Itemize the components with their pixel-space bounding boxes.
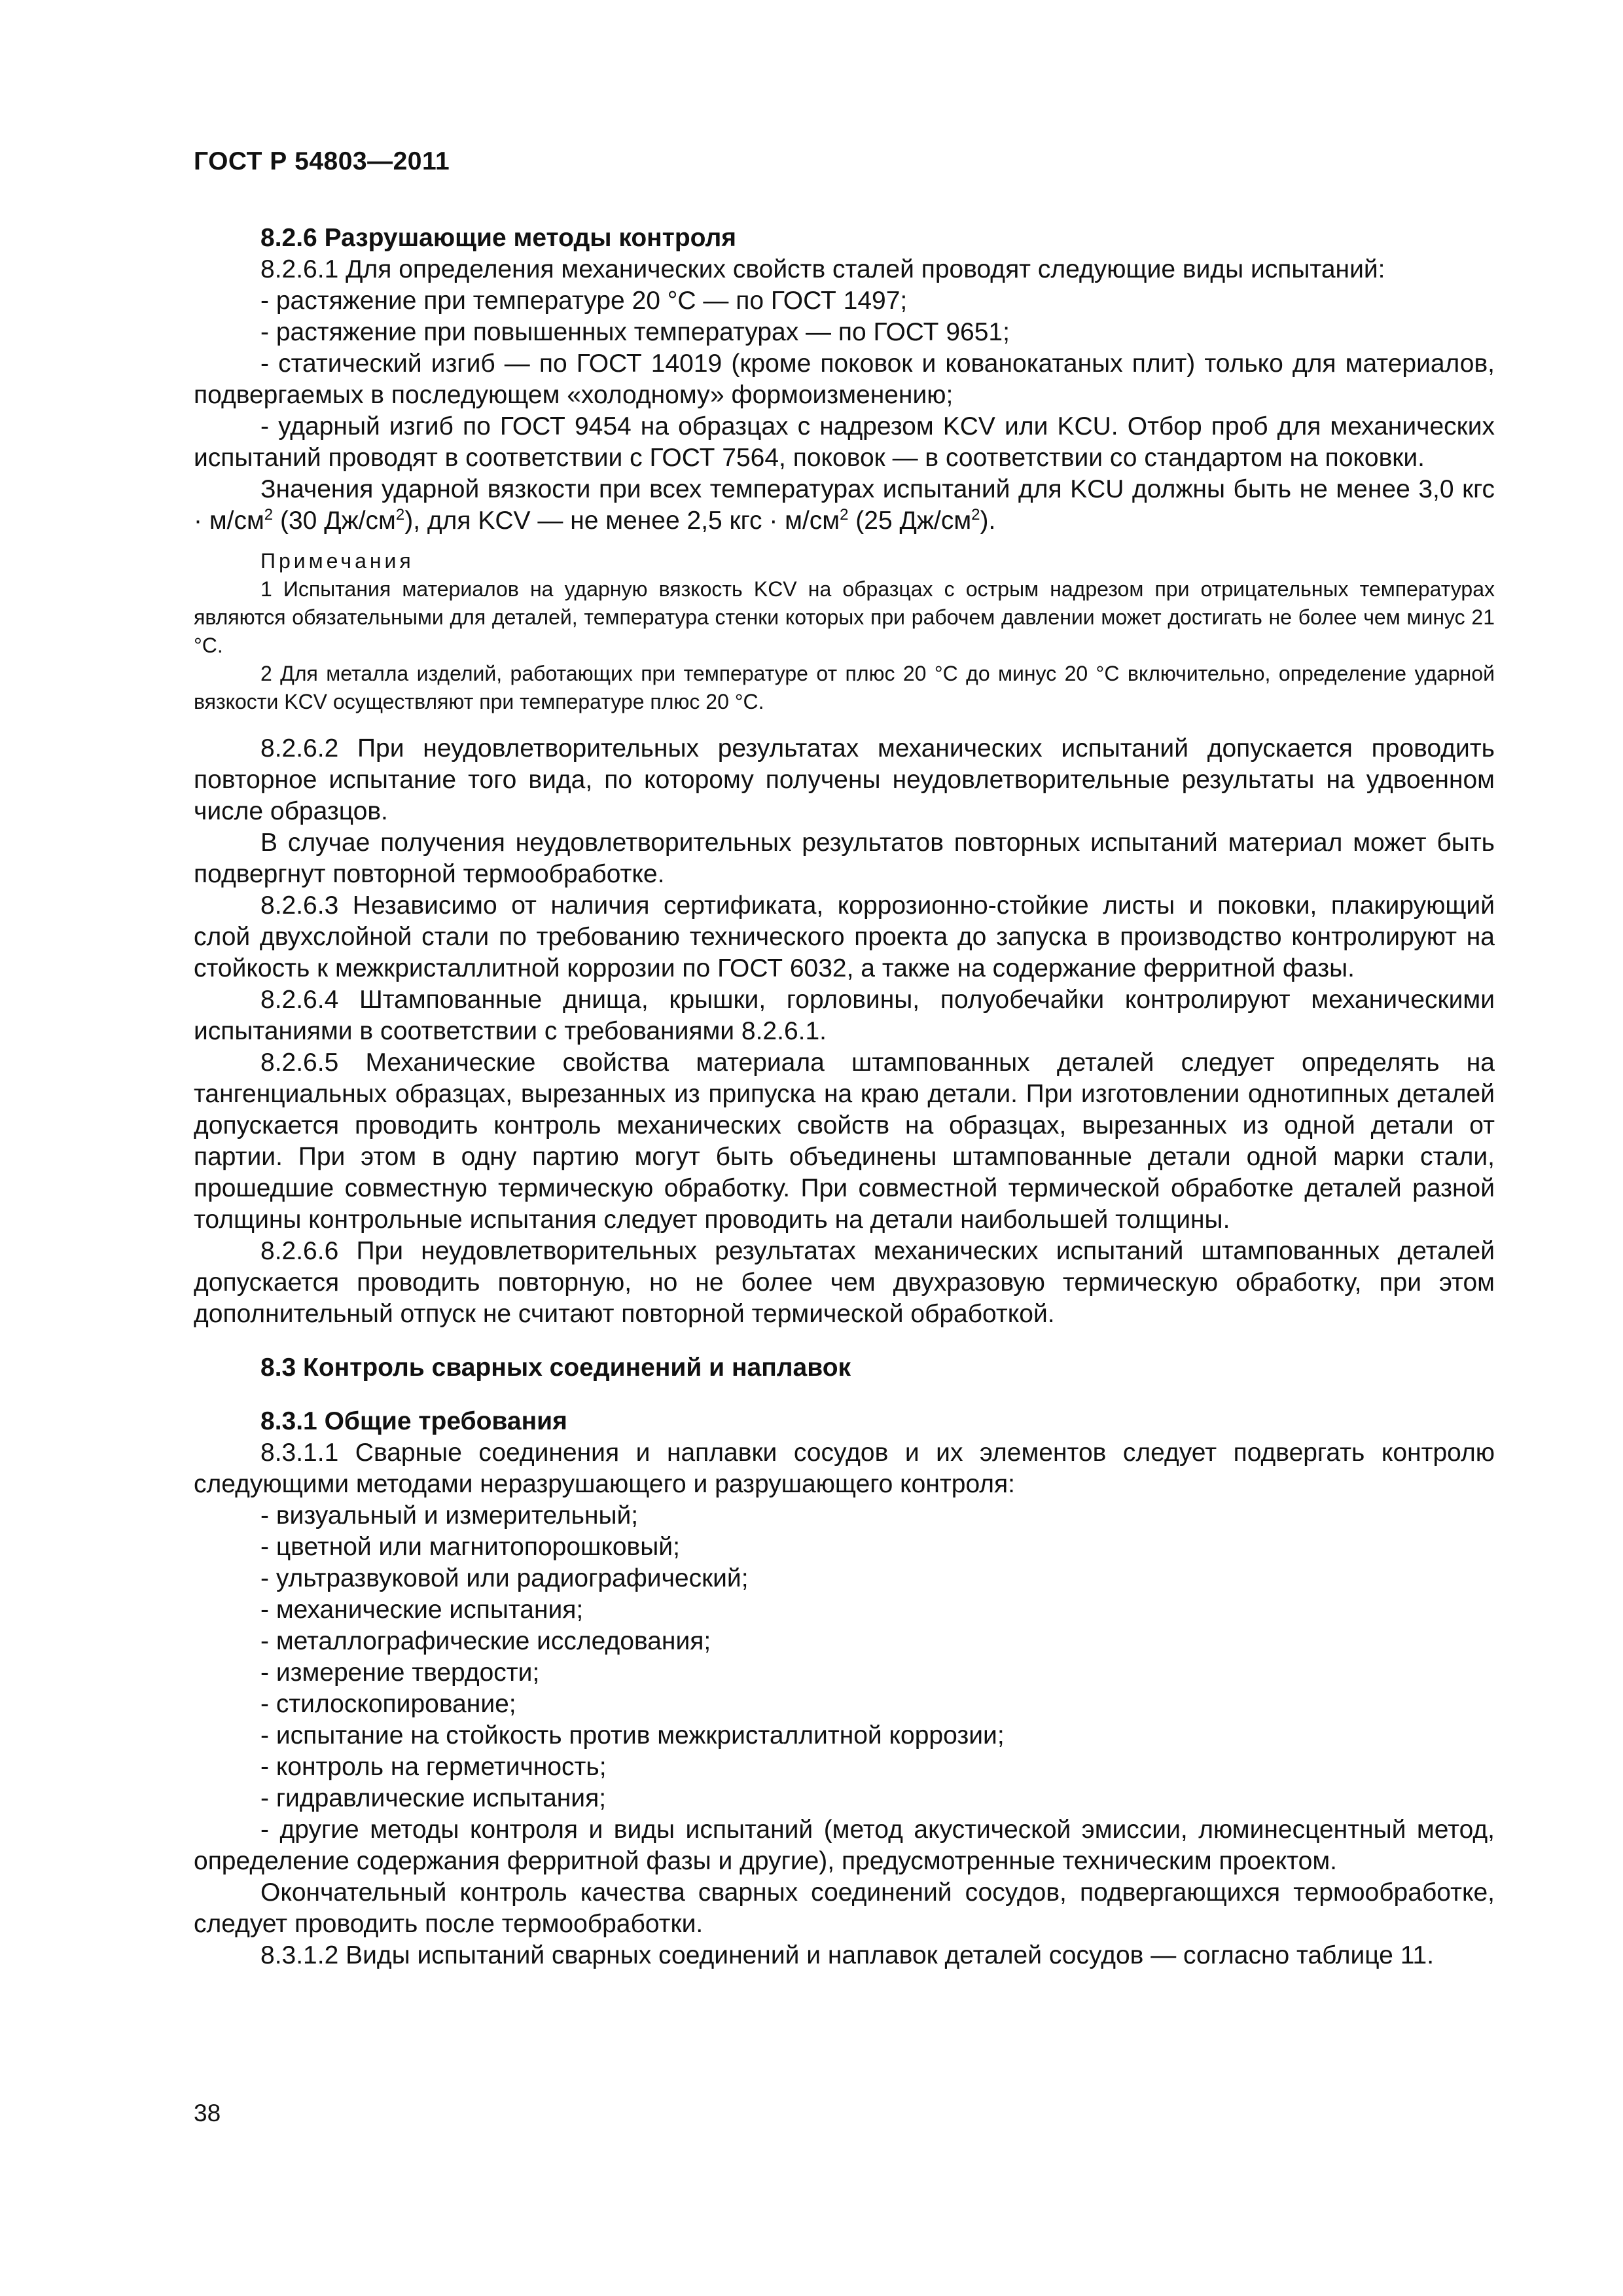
list-item: - ударный изгиб по ГОСТ 9454 на образцах с надрезом KCV или KCU. Отбор проб для механических испытаний проводят в соответствии с ГОСТ 7564, поковок — в соответствии со стандартом на поковки.	[194, 412, 1495, 472]
section-heading-8-3-1: 8.3.1 Общие требования	[260, 1407, 567, 1435]
list-item: - контроль на герметичность;	[260, 1753, 607, 1781]
paragraph-repeat-heat-treatment: В случае получения неудовлетворительных результатов повторных испытаний материал может быть подвергнут повторной термообработке.	[194, 829, 1495, 888]
notes-block	[194, 547, 1495, 716]
list-item: - растяжение при температуре 20 °С — по ГОСТ 1497;	[260, 287, 908, 315]
section-heading-8-2-6: 8.2.6 Разрушающие методы контроля	[260, 224, 737, 252]
document-header: ГОСТ Р 54803—2011	[194, 147, 450, 175]
notes-title: Примечания	[260, 549, 414, 573]
paragraph-8-2-6-1: 8.2.6.1 Для определения механических свойств сталей проводят следующие виды испытаний:	[260, 255, 1385, 283]
list-item: - стилоскопирование;	[260, 1690, 516, 1718]
list-item: - механические испытания;	[260, 1596, 584, 1624]
list-item: - испытание на стойкость против межкристаллитной коррозии;	[260, 1721, 1005, 1749]
note-item: 2 Для металла изделий, работающих при температуре от плюс 20 °С до минус 20 °С включительно, определение ударной вязкости KCV осуществляют при температуре плюс 20 °С.	[194, 662, 1495, 713]
paragraph-8-2-6-3: 8.2.6.3 Независимо от наличия сертификата, коррозионно-стойкие листы и поковки, плакирующий слой двухслойной стали по требованию технического проекта до запуска в производство контролируют на стойкость к межкристаллитной коррозии по ГОСТ 6032, а также на содержание ферритной фазы.	[194, 891, 1495, 982]
paragraph-8-2-6-5: 8.2.6.5 Механические свойства материала штампованных деталей следует определять на тангенциальных образцах, вырезанных из припуска на краю детали. При изготовлении однотипных деталей допускается проводить контроль механических свойств на образцах, вырезанных из одной детали от партии. При этом в одну партию могут быть объединены штампованные детали одной марки стали, прошедшие совместную термическую обработку. При совместной термической обработке деталей разной толщины контрольные испытания следует проводить на детали наибольшей толщины.	[194, 1049, 1495, 1234]
list-item: - металлографические исследования;	[260, 1627, 711, 1655]
paragraph-8-2-6-4: 8.2.6.4 Штампованные днища, крышки, горловины, полуобечайки контролируют механическими испытаниями в соответствии с требованиями 8.2.6.1.	[194, 986, 1495, 1045]
list-item: - другие методы контроля и виды испытаний (метод акустической эмиссии, люминесцентный метод, определение содержания ферритной фазы и другие), предусмотренные техническим проектом.	[194, 1816, 1495, 1875]
paragraph-8-2-6-2: 8.2.6.2 При неудовлетворительных результатах механических испытаний допускается проводить повторное испытание того вида, по которому получены неудовлетворительные результаты на удвоенном числе образцов.	[194, 734, 1495, 825]
section-heading-8-3: 8.3 Контроль сварных соединений и наплавок	[260, 1354, 851, 1382]
list-item: - цветной или магнитопорошковый;	[260, 1533, 680, 1561]
paragraph-impact-values: Значения ударной вязкости при всех температурах испытаний для KCU должны быть не менее 3,0 кгс · $м/см^2$ (30 $Дж/см^2$), для KCV — не менее 2,5 кгс · $м/см^2$ (25 $Дж/см^2$).	[194, 475, 1495, 535]
list-item: - статический изгиб — по ГОСТ 14019 (кроме поковок и кованокатаных плит) только для материалов, подвергаемых в последующем «холодному» формоизменению;	[194, 350, 1495, 409]
list-item: - измерение твердости;	[260, 1659, 540, 1687]
list-item: - визуальный и измерительный;	[260, 1501, 639, 1530]
paragraph-8-3-1-1: 8.3.1.1 Сварные соединения и наплавки сосудов и их элементов следует подвергать контролю следующими методами неразрушающего и разрушающего контроля:	[194, 1439, 1495, 1498]
list-item: - гидравлические испытания;	[260, 1784, 607, 1812]
paragraph-8-2-6-6: 8.2.6.6 При неудовлетворительных результатах механических испытаний штампованных деталей допускается проводить повторную, но не более чем двухразовую термическую обработку, при этом дополнительный отпуск не считают повторной термической обработкой.	[194, 1237, 1495, 1328]
list-item: - растяжение при повышенных температурах — по ГОСТ 9651;	[260, 318, 1010, 346]
list-item: - ультразвуковой или радиографический;	[260, 1564, 749, 1592]
page-number: 38	[194, 2100, 221, 2126]
document-body	[194, 223, 1495, 1971]
paragraph-final-control: Окончательный контроль качества сварных соединений сосудов, подвергающихся термообработке, следует проводить после термообработки.	[194, 1878, 1495, 1938]
paragraph-8-3-1-2: 8.3.1.2 Виды испытаний сварных соединений и наплавок деталей сосудов — согласно таблице 11.	[260, 1941, 1435, 1969]
note-item: 1 Испытания материалов на ударную вязкость KCV на образцах с острым надрезом при отрицательных температурах являются обязательными для деталей, температура стенки которых при рабочем давлении может достигать не более чем минус 21 °С.	[194, 577, 1495, 657]
